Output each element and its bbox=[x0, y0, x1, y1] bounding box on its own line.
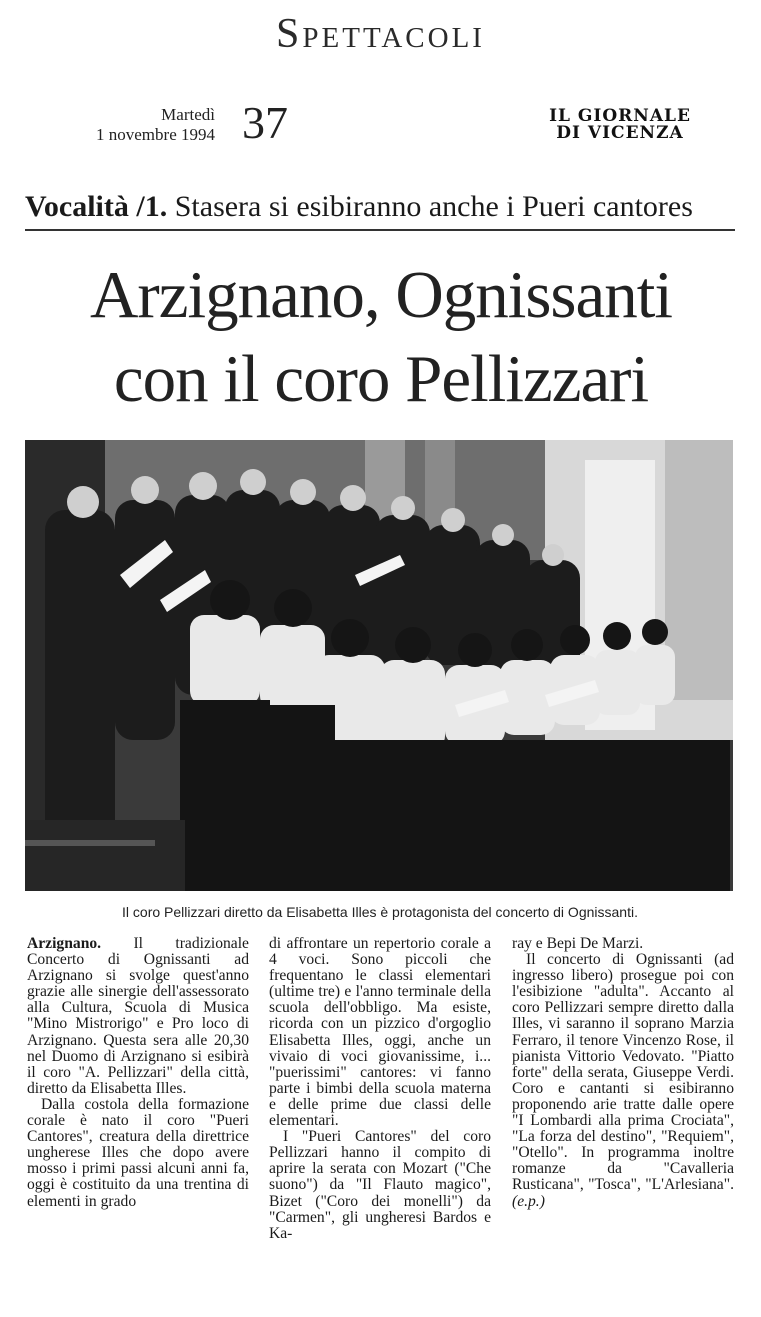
article-column-3 bbox=[512, 936, 734, 1210]
masthead-line-2: DI VICENZA bbox=[556, 123, 684, 143]
page-number: 37 bbox=[242, 97, 288, 148]
article-text: Il concerto di Ognissanti (ad ingresso libero) prosegue poi con l'esibizione "adulta". Accanto al coro Pellizzari sempre diretto dalla Illes, vi saranno il soprano Marzia Ferraro, il tenore Vincenzo Rose, il pianista Vittorio Vedovato. "Piatto forte" della serata, Giuseppe Verdi. Coro e cantanti si esibiranno proponendo arie tratte dalle opere "I Lombardi alla prima Crociata", "La forza del destino", "Requiem", "Otello". In programma inoltre romanze da "Cavalleria Rusticana", "Tosca", "L'Arlesiana". bbox=[512, 951, 734, 1194]
article-paragraph: di affrontare un repertorio corale a 4 voci. Sono piccoli che frequentano le classi elementari (ultime tre) e l'anno terminale della scuola dell'obbligo. Ma esiste, ricorda con un pizzico d'orgoglio Elisabetta Illes, oggi, anche un vivaio di voci giovanissime, i... "puerissimi" cantores: vi fanno parte i bimbi della scuola materna e delle prime due classi delle elementari. bbox=[269, 935, 491, 1130]
kicker bbox=[25, 190, 735, 224]
masthead-logo bbox=[545, 108, 695, 142]
headline bbox=[20, 253, 742, 421]
article-column-2 bbox=[269, 936, 491, 1242]
section-title: Spettacoli bbox=[276, 11, 485, 57]
choir-photo-illustration bbox=[25, 440, 733, 891]
headline-line-2: con il coro Pellizzari bbox=[113, 342, 649, 416]
article-paragraph: Dalla costola della formazione corale è nato il coro "Pueri Cantores", creatura della direttrice ungherese Illes che dopo avere mosso i primi passi alcuni anni fa, oggi è costituito da una trentina di elementi in grado bbox=[27, 1095, 249, 1210]
article-signature: (e.p.) bbox=[512, 1192, 545, 1210]
headline-line-1: Arzignano, Ognissanti bbox=[90, 258, 672, 332]
kicker-bold: Vocalità /1. bbox=[25, 190, 168, 223]
masthead-line-1: IL GIORNALE bbox=[549, 106, 691, 126]
article-dateline: Arzignano. bbox=[27, 935, 102, 952]
photo-caption: Il coro Pellizzari diretto da Elisabetta Illes è protagonista del concerto di Ognissanti. bbox=[122, 904, 638, 920]
date-block bbox=[60, 105, 215, 145]
kicker-text: Stasera si esibiranno anche i Pueri cantores bbox=[174, 190, 693, 223]
article-paragraph: ray e Bepi De Marzi. bbox=[512, 935, 644, 952]
choir-photo bbox=[25, 440, 733, 891]
article-paragraph bbox=[512, 952, 734, 1210]
article-text: Il tradizionale Concerto di Ognissanti ad Arzignano si svolge quest'anno grazie alle sinergie dell'assessorato alla Cultura, Scuola di Musica "Mino Mistrorigo" e Pro loco di Arzignano. Questa sera alle 20,30 nel Duomo di Arzignano si esibirà il coro "A. Pellizzari" della città, diretto da Elisabetta Illes. bbox=[27, 935, 249, 1097]
kicker-rule bbox=[25, 229, 735, 231]
article-column-1 bbox=[27, 936, 249, 1210]
date-full: 1 novembre 1994 bbox=[96, 125, 215, 144]
article-paragraph: I "Pueri Cantores" del coro Pellizzari hanno il compito di aprire la serata con Mozart ("Che suono") da "Il Flauto magico", Bizet ("Coro dei monelli") da "Carmen", gli ungheresi Bardos e Ka- bbox=[269, 1128, 491, 1242]
date-weekday: Martedì bbox=[161, 105, 215, 124]
article-paragraph bbox=[27, 936, 249, 1097]
